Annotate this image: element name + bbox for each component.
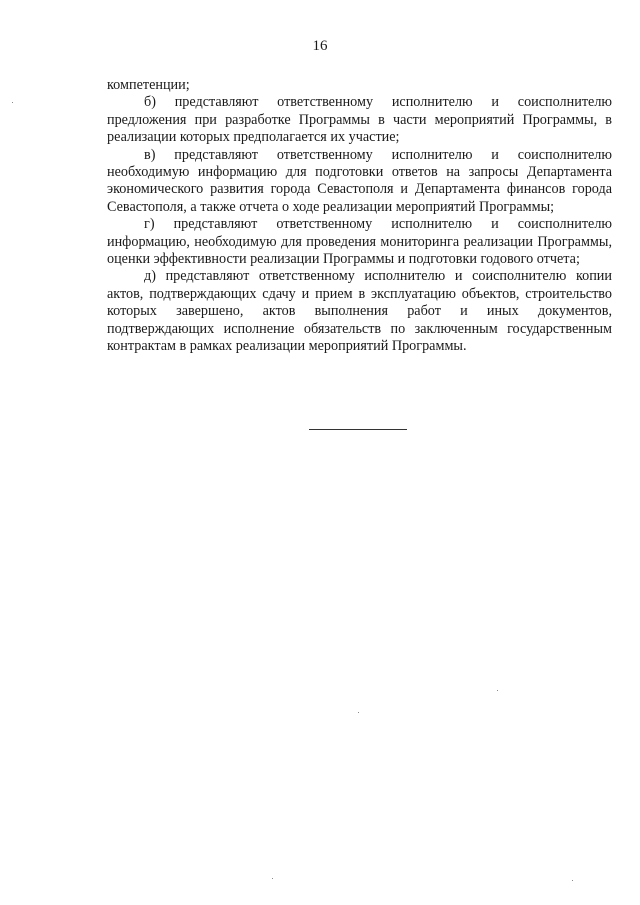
paragraph-item-b: б) представляют ответственному исполнителю и соисполнителю предложения при разработке Программы в части мероприятий Программы, в реализации которых предполагается их участие; bbox=[107, 94, 612, 146]
page-number: 16 bbox=[312, 38, 328, 54]
scan-speck bbox=[12, 102, 13, 103]
paragraph-item-v: в) представляют ответственному исполнителю и соисполнителю необходимую информацию для подготовки ответов на запросы Департамента экономического развития города Севастополя и Департамента финансов города Севастополя, а также отчета о ходе реализации мероприятий Программы; bbox=[107, 146, 612, 215]
scan-speck bbox=[497, 690, 498, 691]
scan-speck bbox=[358, 712, 359, 713]
paragraph-continuation: компетенции; bbox=[107, 77, 190, 93]
scan-speck bbox=[572, 880, 573, 881]
scan-speck bbox=[272, 878, 273, 879]
paragraph-item-d: д) представляют ответственному исполнителю и соисполнителю копии актов, подтверждающих сдачу и прием в эксплуатацию объектов, строительство которых завершено, актов выполнения работ и иных документов, подтверждающих исполнение обязательств по заключенным государственным контрактам в рамках реализации мероприятий Программы. bbox=[107, 268, 612, 355]
paragraph-item-g: г) представляют ответственному исполнителю и соисполнителю информацию, необходимую для проведения мониторинга реализации Программы, оценки эффективности реализации Программы и подготовки годового отчета; bbox=[107, 216, 612, 268]
document-body bbox=[107, 77, 612, 356]
end-divider-line bbox=[309, 429, 407, 430]
